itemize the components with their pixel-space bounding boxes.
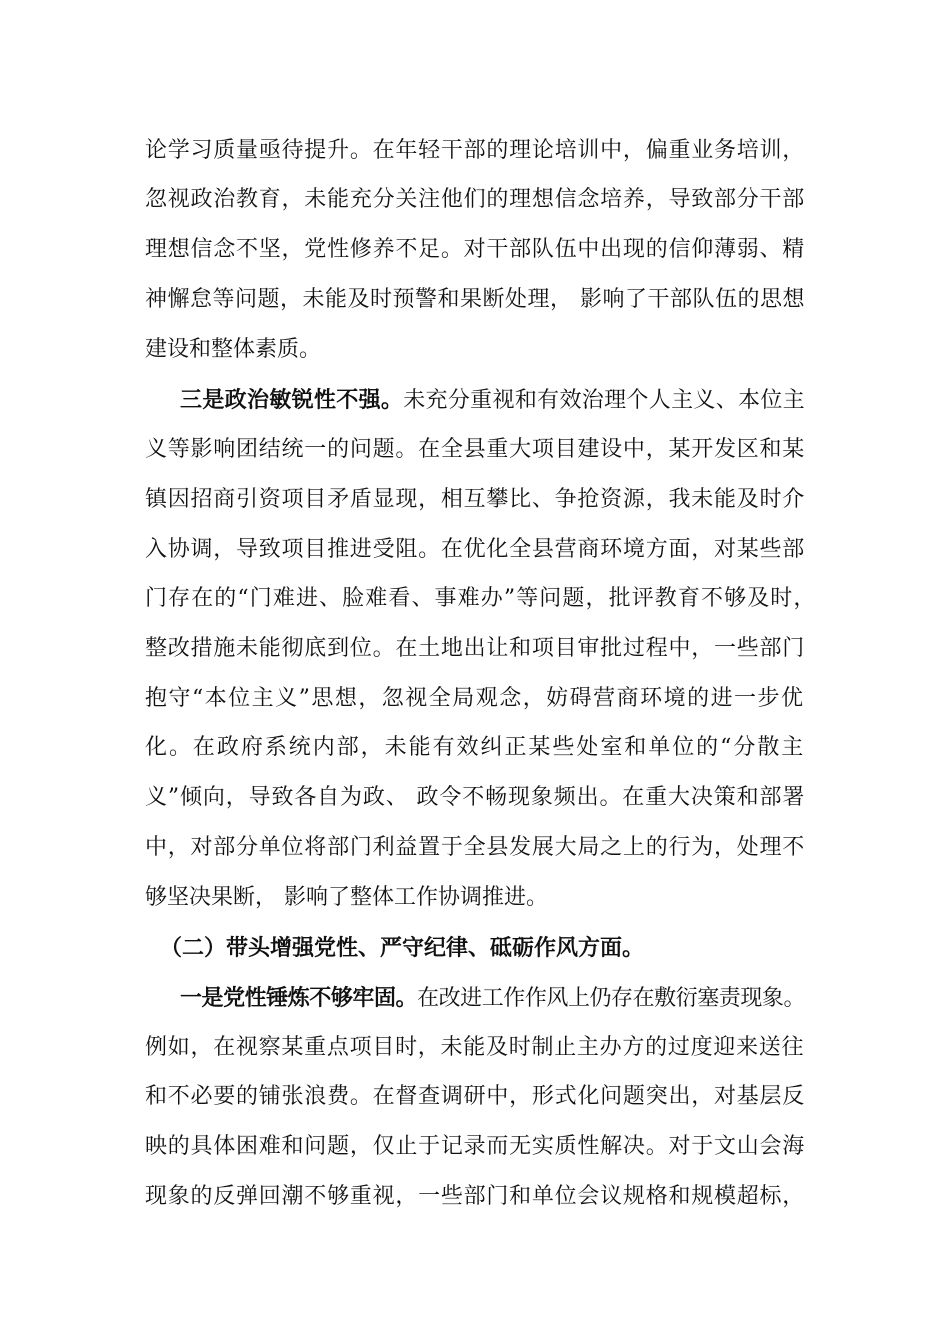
line-text: 建设和整体素质。 (145, 337, 322, 362)
text-line (145, 634, 805, 664)
text-line (145, 883, 548, 913)
text-line (180, 385, 805, 416)
text-line (145, 584, 817, 614)
bold-heading-text: （二）带头增强党性、严守纪律、砥砺作风方面。 (160, 935, 645, 961)
line-text: 论学习质量亟待提升。在年轻干部的理论培训中，偏重业务培训， (145, 138, 806, 163)
text-line (145, 1033, 804, 1063)
line-text: 神懈怠等问题，未能及时预警和果断处理， 影响了干部队伍的思想 (145, 287, 805, 312)
text-line (180, 983, 805, 1014)
line-text: 抱守“本位主义”思想，忽视全局观念，妨碍营商环境的进一步优 (145, 686, 805, 711)
text-line (145, 136, 805, 166)
text-line (145, 235, 805, 265)
line-text: 入协调，导致项目推进受阻。在优化全县营商环境方面，对某些部 (145, 537, 806, 562)
bold-heading-text: 一是党性锤炼不够牢固。 (180, 985, 418, 1011)
line-text: 中，对部分单位将部门利益置于全县发展大局之上的行为，处理不 (145, 835, 806, 860)
text-line (145, 783, 805, 813)
line-text: 例如，在视察某重点项目时，未能及时制止主办方的过度迎来送往 (145, 1035, 805, 1060)
line-text: 整改措施未能彻底到位。在土地出让和项目审批过程中，一些部门 (145, 636, 806, 661)
line-text: 够坚决果断， 影响了整体工作协调推进。 (145, 885, 548, 910)
line-text: 和不必要的铺张浪费。在督查调研中，形式化问题突出，对基层反 (145, 1084, 806, 1109)
text-line (145, 335, 321, 365)
line-text: 门存在的“门难进、脸难看、事难办”等问题，批评教育不够及时， (145, 586, 817, 611)
line-text: 义等影响团结统一的问题。在全县重大项目建设中，某开发区和某 (145, 437, 806, 462)
line-text: 未充分重视和有效治理个人主义、本位主 (403, 388, 806, 413)
text-line (145, 185, 805, 215)
text-line (160, 933, 644, 964)
text-line (145, 1132, 805, 1162)
line-text: 镇因招商引资项目矛盾显现，相互攀比、争抢资源，我未能及时介 (145, 487, 806, 512)
text-line (145, 485, 805, 515)
text-line (145, 285, 805, 315)
bold-heading-text: 三是政治敏锐性不强。 (180, 387, 404, 413)
line-text: 理想信念不坚，党性修养不足。对干部队伍中出现的信仰薄弱、精 (145, 237, 806, 262)
text-line (145, 684, 805, 714)
line-text: 映的具体困难和问题，仅止于记录而无实质性解决。对于文山会海 (145, 1134, 806, 1159)
line-text: 现象的反弹回潮不够重视，一些部门和单位会议规格和规模超标， (145, 1184, 806, 1209)
line-text: 在改进工作作风上仍存在敷衍塞责现象。 (417, 986, 806, 1011)
text-line (145, 535, 805, 565)
line-text: 化。在政府系统内部，未能有效纠正某些处室和单位的“分散主 (145, 735, 806, 760)
text-line (145, 1082, 805, 1112)
text-line (145, 1182, 805, 1212)
line-text: 义”倾向，导致各自为政、 政令不畅现象频出。在重大决策和部署 (145, 785, 806, 810)
line-text: 忽视政治教育，未能充分关注他们的理想信念培养，导致部分干部 (145, 187, 806, 212)
text-line (145, 733, 805, 763)
text-line (145, 435, 805, 465)
text-line (145, 833, 805, 863)
